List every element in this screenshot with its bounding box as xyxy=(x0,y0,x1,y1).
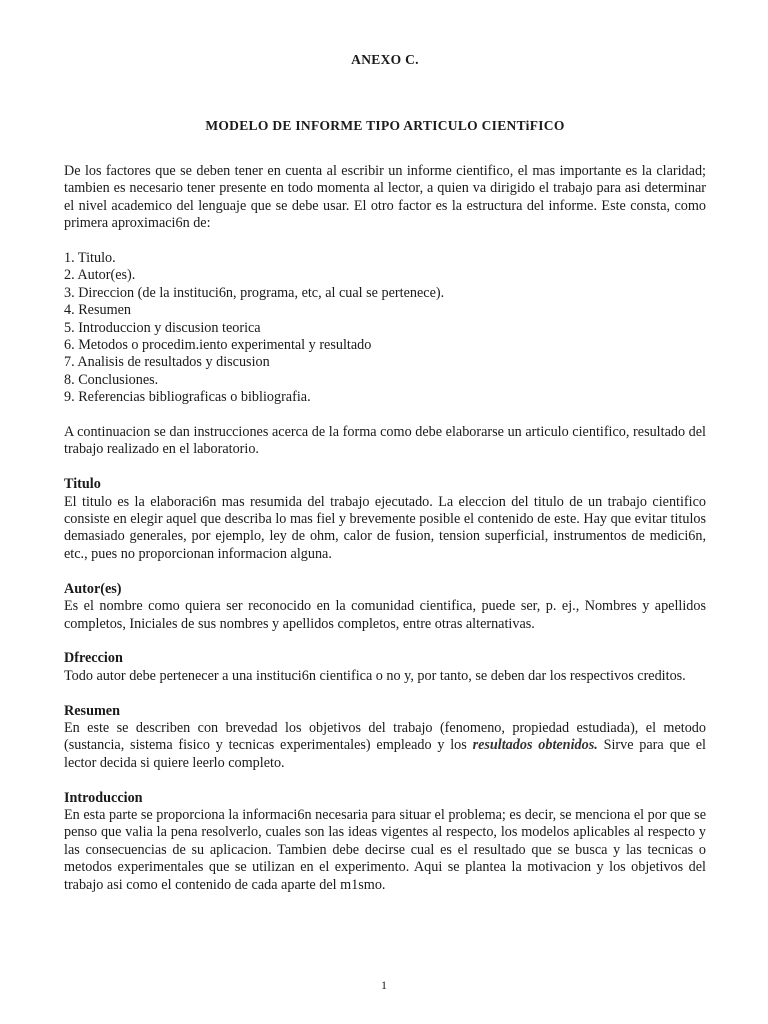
document-body xyxy=(64,163,706,894)
annex-title: ANEXO C. xyxy=(351,52,419,67)
section-text-introduccion: En esta parte se proporciona la informaci6n necesaria para situar el problema; es decir, se menciona el por que se penso que valia la pena resolverlo, cuales son las ideas vigentes al respecto, los modelos aplicables al respecto y las consecuencias de su aplicacion. Tambien debe decirse cual es el resultado que se busca y las tecnicas o metodos experimentales que se utilizan en el experimento. Aqui se plantea la motivacion y los objetivos del trabajo asi como el contenido de cada aparte del m1smo. xyxy=(64,806,706,893)
section-text-titulo: El titulo es la elaboraci6n mas resumida del trabajo ejecutado. La eleccion del titulo de un trabajo cientifico consiste en elegir aquel que describa lo mas fiel y brevemente posible el contenido de este. Hay que evitar titulos demasiado generales, por ejemplo, ley de ohm, calor de fusion, tension superficial, instrumentos de medici6n, etc., pues no proporcionan informacion alguna. xyxy=(64,493,706,562)
list-item: 3. Direccion (de la instituci6n, programa, etc, al cual se pertenece). xyxy=(64,284,445,301)
list-item: 9. Referencias bibliograficas o bibliografia. xyxy=(64,389,311,406)
resumen-text-before: En este se describen con brevedad los objetivos del trabajo (fenomeno, propiedad estudiada), el metodo (sustancia, sistema fisico y tecnicas experimentales) empleado y los xyxy=(64,719,706,754)
list-item: 2. Autor(es). xyxy=(64,267,136,284)
section-text-autores: Es el nombre como quiera ser reconocido en la comunidad cientifica, puede ser, p. ej., Nombres y apellidos completos, Iniciales de sus nombres y apellidos completos, entre otras alternativas. xyxy=(64,598,706,632)
section-text-resumen xyxy=(64,720,706,772)
section-heading-direccion: Dfreccion xyxy=(64,650,123,667)
resumen-emphasis: resultados obtenidos. xyxy=(472,737,598,754)
list-item: 8. Conclusiones. xyxy=(64,371,159,388)
list-item: 5. Introduccion y discusion teorica xyxy=(64,319,261,336)
list-item: 1. Titulo. xyxy=(64,250,116,267)
continuation-paragraph: A continuacion se dan instrucciones acerca de la forma como debe elaborarse un articulo cientifico, resultado del trabajo realizado en el laboratorio. xyxy=(64,424,706,458)
page-number: 1 xyxy=(381,978,387,992)
list-item: 6. Metodos o procedim.iento experimental y resultado xyxy=(64,337,372,354)
section-heading-titulo: Titulo xyxy=(64,476,101,493)
section-heading-introduccion: Introduccion xyxy=(64,789,143,806)
section-heading-resumen: Resumen xyxy=(64,702,120,719)
section-list xyxy=(64,250,706,407)
resumen-text-after: Sirve para que el lector decida si quiere leerlo completo. xyxy=(64,737,706,771)
document-title: MODELO DE INFORME TIPO ARTICULO CIENTiFICO xyxy=(205,118,565,133)
section-text-direccion: Todo autor debe pertenecer a una instituci6n cientifica o no y, por tanto, se deben dar los respectivos creditos. xyxy=(64,667,686,684)
list-item: 7. Analisis de resultados y discusion xyxy=(64,354,270,371)
section-heading-autores: Autor(es) xyxy=(64,580,122,597)
intro-paragraph: De los factores que se deben tener en cuenta al escribir un informe cientifico, el mas importante es la claridad; tambien es necesario tener presente en todo momenta al lector, a quien va dirigido el trabajo para asi determinar el nivel academico del lenguaje que se debe usar. El otro factor es la estructura del informe. Este consta, como primera aproximaci6n de: xyxy=(64,163,706,232)
list-item: 4. Resumen xyxy=(64,302,131,319)
